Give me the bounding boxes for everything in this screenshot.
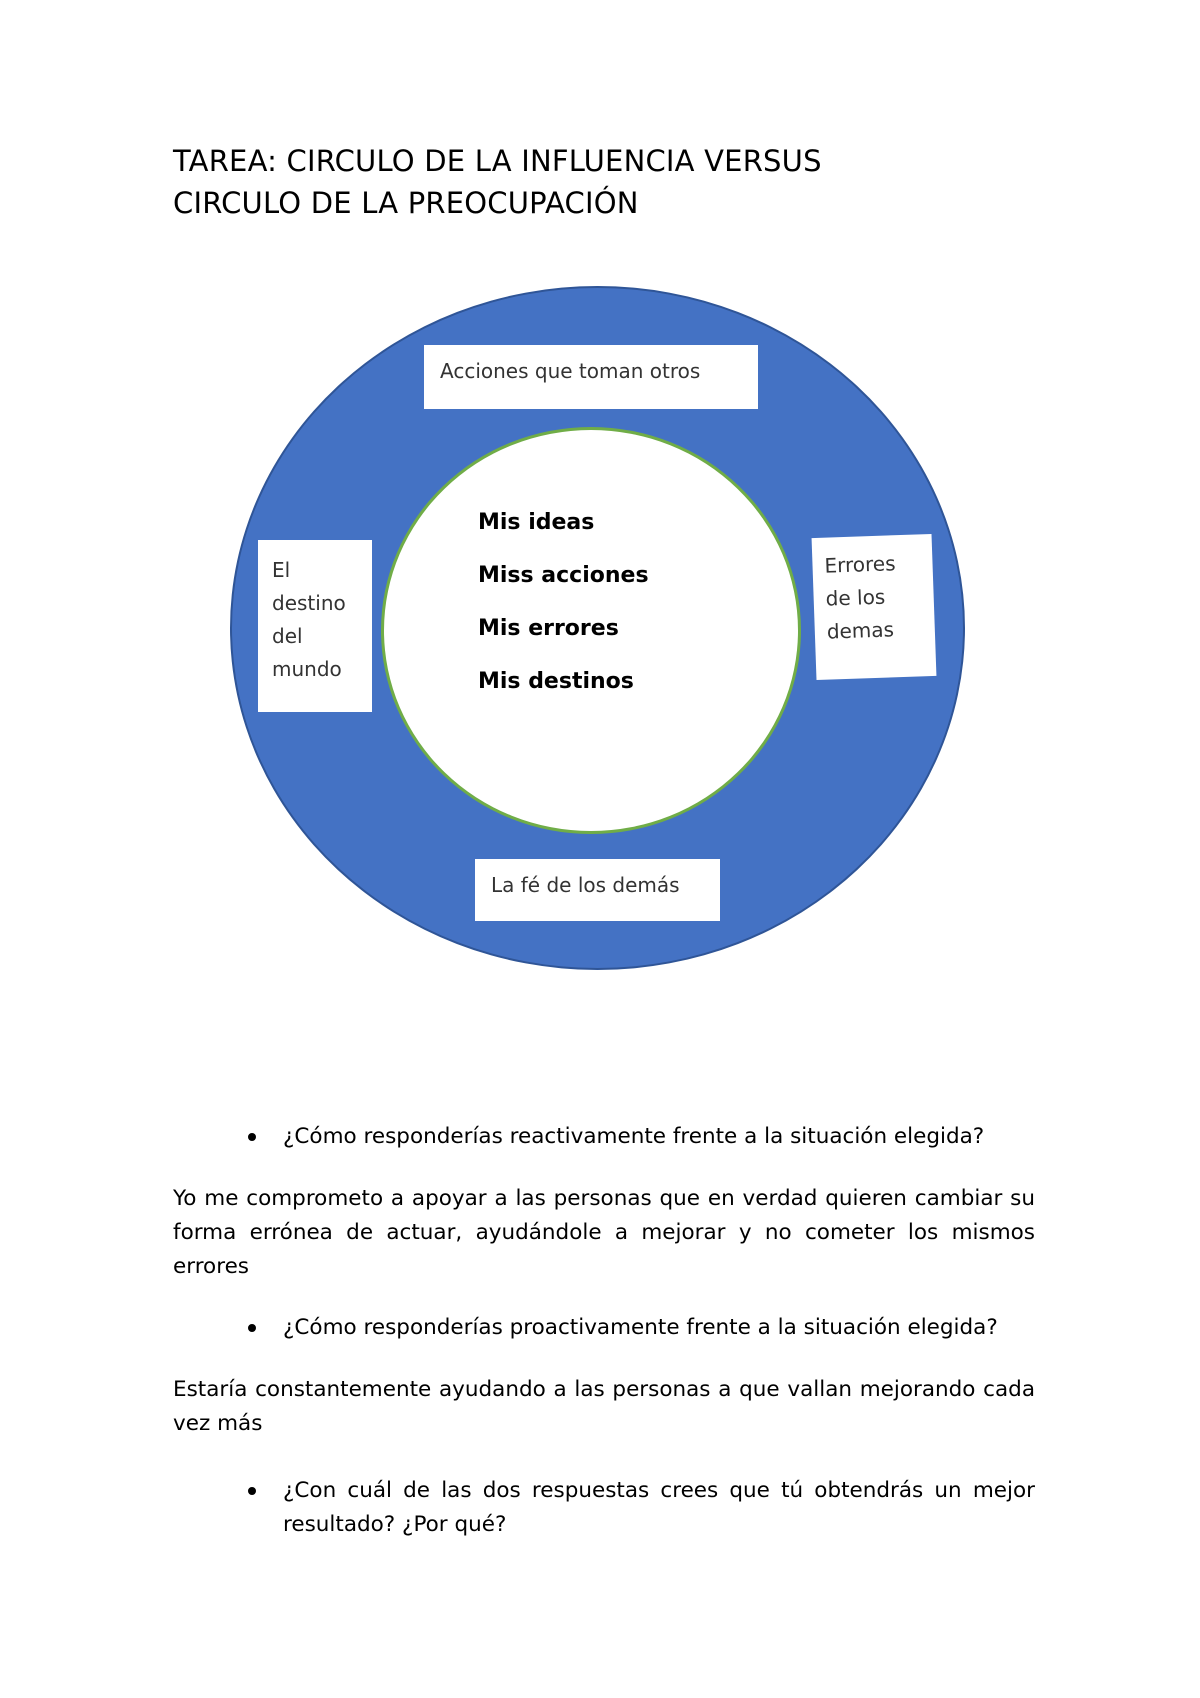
question-3-text: ¿Con cuál de las dos respuestas crees que tú obtendrás un mejor resultado? ¿Por qué?	[283, 1478, 1035, 1537]
influence-items	[478, 508, 649, 720]
bullet-icon	[248, 1487, 256, 1495]
influence-item: Mis ideas	[478, 510, 595, 535]
influence-item: Mis errores	[478, 616, 619, 641]
answer-1: Yo me comprometo a apoyar a las personas que en verdad quieren cambiar su forma errónea de actuar, ayudándole a mejorar y no cometer los mismos errores	[173, 1186, 1035, 1279]
influence-item: Mis destinos	[478, 669, 634, 694]
influence-item: Miss acciones	[478, 563, 649, 588]
question-1	[248, 1120, 1035, 1154]
document-title	[173, 140, 973, 224]
bullet-icon	[248, 1133, 256, 1141]
question-2-text: ¿Cómo responderías proactivamente frente a la situación elegida?	[283, 1315, 998, 1340]
concern-label-bottom: La fé de los demás	[475, 859, 720, 921]
title-line-2: CIRCULO DE LA PREOCUPACIÓN	[173, 186, 639, 220]
bullet-icon	[248, 1324, 256, 1332]
circle-diagram	[230, 286, 965, 970]
question-1-text: ¿Cómo responderías reactivamente frente a la situación elegida?	[283, 1124, 985, 1149]
concern-label-right: Errores de los demas	[812, 534, 937, 680]
concern-label-top: Acciones que toman otros	[424, 345, 758, 409]
question-3	[248, 1474, 1035, 1542]
answer-2: Estaría constantemente ayudando a las personas a que vallan mejorando cada vez más	[173, 1377, 1035, 1436]
question-2	[248, 1311, 1035, 1345]
title-line-1: TAREA: CIRCULO DE LA INFLUENCIA VERSUS	[173, 144, 822, 178]
concern-label-left: El destino del mundo	[258, 540, 372, 712]
